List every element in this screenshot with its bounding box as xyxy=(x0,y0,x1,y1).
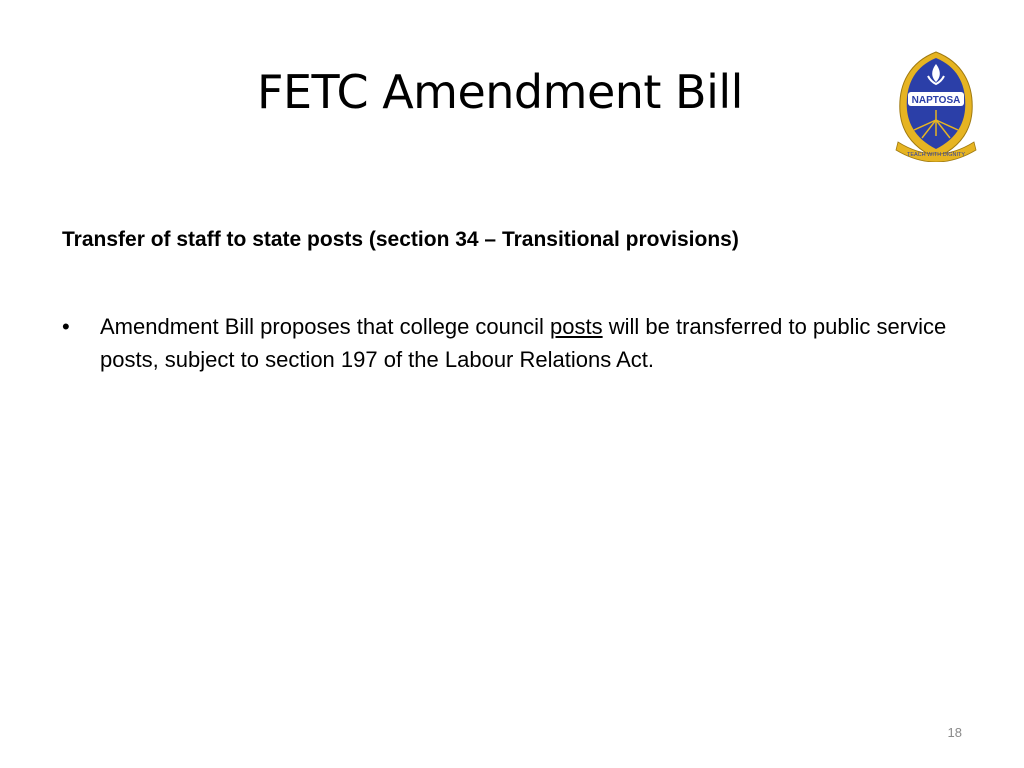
logo-motto: TEACH WITH DIGNITY xyxy=(906,152,966,158)
naptosa-logo xyxy=(892,50,980,162)
page-number: 18 xyxy=(947,725,962,740)
bullet-item xyxy=(62,310,962,376)
bullet-list xyxy=(62,310,962,376)
slide-title: FETC Amendment Bill xyxy=(257,65,743,119)
bullet-text-end: will be transferred to public service posts, subject to section 197 of the Labour Relations Act. xyxy=(100,314,947,372)
naptosa-emblem-icon xyxy=(892,50,980,162)
bullet-underlined-word: posts xyxy=(550,314,603,339)
bullet-text-start: Amendment Bill proposes that college council xyxy=(100,314,551,339)
section-heading: Transfer of staff to state posts (section 34 – Transitional provisions) xyxy=(62,228,739,251)
bullet-marker: • xyxy=(62,314,70,339)
logo-wordmark: NAPTOSA xyxy=(911,95,961,106)
